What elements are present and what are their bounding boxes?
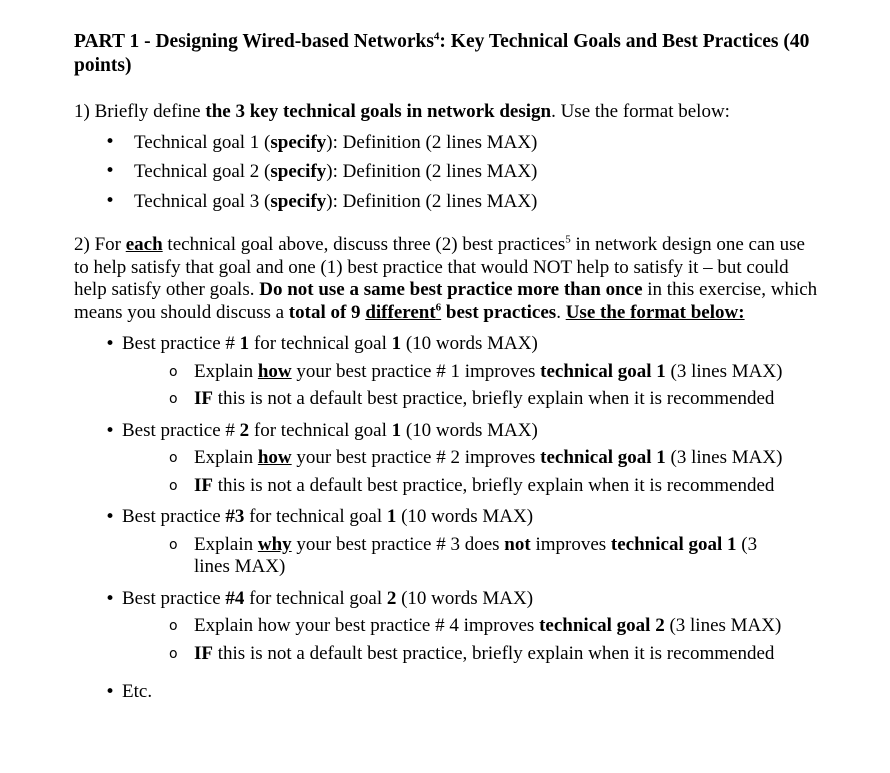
circle-bullet-icon: o	[169, 536, 178, 553]
circle-bullet-icon: o	[169, 450, 178, 466]
list-item: • Best practice # 2 for technical goal 1 (10 words MAX)	[105, 419, 538, 441]
question-1: 1) Briefly define the 3 key technical goals in network design. Use the format below:	[74, 101, 730, 122]
bullet-icon: •	[105, 588, 116, 609]
footnote-ref-6: 6	[435, 301, 442, 314]
list-item: o IF this is not a default best practice, briefly explain when it is recommended	[169, 388, 775, 409]
part-title-rest: : Key Technical Goals and Best Practices (40 points)	[74, 31, 810, 76]
list-item: • Technical goal 2 (specify): Definition (2 lines MAX)	[74, 157, 824, 187]
bullet-icon: •	[105, 334, 116, 354]
circle-bullet-icon: o	[169, 391, 178, 407]
list-item: • Technical goal 3 (specify): Definition (2 lines MAX)	[74, 187, 824, 217]
footnote-ref-5: 5	[565, 233, 571, 246]
bullet-icon: •	[105, 190, 116, 211]
list-item: o Explain how your best practice # 2 improves technical goal 1 (3 lines MAX)	[169, 447, 783, 468]
part-title	[74, 30, 824, 78]
list-item: • Best practice #4 for technical goal 2 (10 words MAX)	[105, 587, 534, 609]
bullet-icon: •	[105, 507, 116, 527]
list-item: • Etc.	[105, 681, 153, 702]
part-title-text: PART 1 - Designing Wired-based Networks	[74, 31, 434, 52]
bullet-icon: •	[105, 682, 116, 702]
document-page	[74, 30, 824, 704]
list-item: • Technical goal 1 (specify): Definition (2 lines MAX)	[74, 128, 824, 158]
bullet-icon: •	[105, 420, 116, 441]
circle-bullet-icon: o	[169, 618, 178, 634]
list-item: • Best practice #3 for technical goal 1 (10 words MAX)	[105, 506, 534, 527]
list-item: • Best practice # 1 for technical goal 1 (10 words MAX)	[105, 333, 538, 354]
bullet-icon: •	[105, 161, 116, 181]
circle-bullet-icon: o	[169, 645, 178, 662]
footnote-ref-4: 4	[433, 30, 440, 43]
question-2: 2) For each technical goal above, discuss three (2) best practices$^5$ in network design one can use to help satisfy that goal and one (1) best practice that would NOT help to satisfy it – but could help satisfy other goals. Do not use a same best practice more than once in this exercise, which means you should discuss a total of 9 different$^6$ best practices. Use the format below:	[74, 233, 818, 323]
goal-list	[74, 128, 824, 217]
best-practices-format	[74, 333, 824, 704]
list-item: o IF this is not a default best practice, briefly explain when it is recommended	[169, 642, 775, 664]
list-item: o Explain why your best practice # 3 does not improves technical goal 1 (3 lines MAX)	[169, 533, 758, 577]
bullet-icon: •	[105, 131, 116, 152]
list-item: o IF this is not a default best practice, briefly explain when it is recommended	[169, 474, 775, 496]
circle-bullet-icon: o	[169, 477, 178, 494]
list-item: o Explain how your best practice # 1 improves technical goal 1 (3 lines MAX)	[169, 360, 783, 382]
circle-bullet-icon: o	[169, 363, 178, 380]
list-item: o Explain how your best practice # 4 improves technical goal 2 (3 lines MAX)	[169, 615, 782, 636]
